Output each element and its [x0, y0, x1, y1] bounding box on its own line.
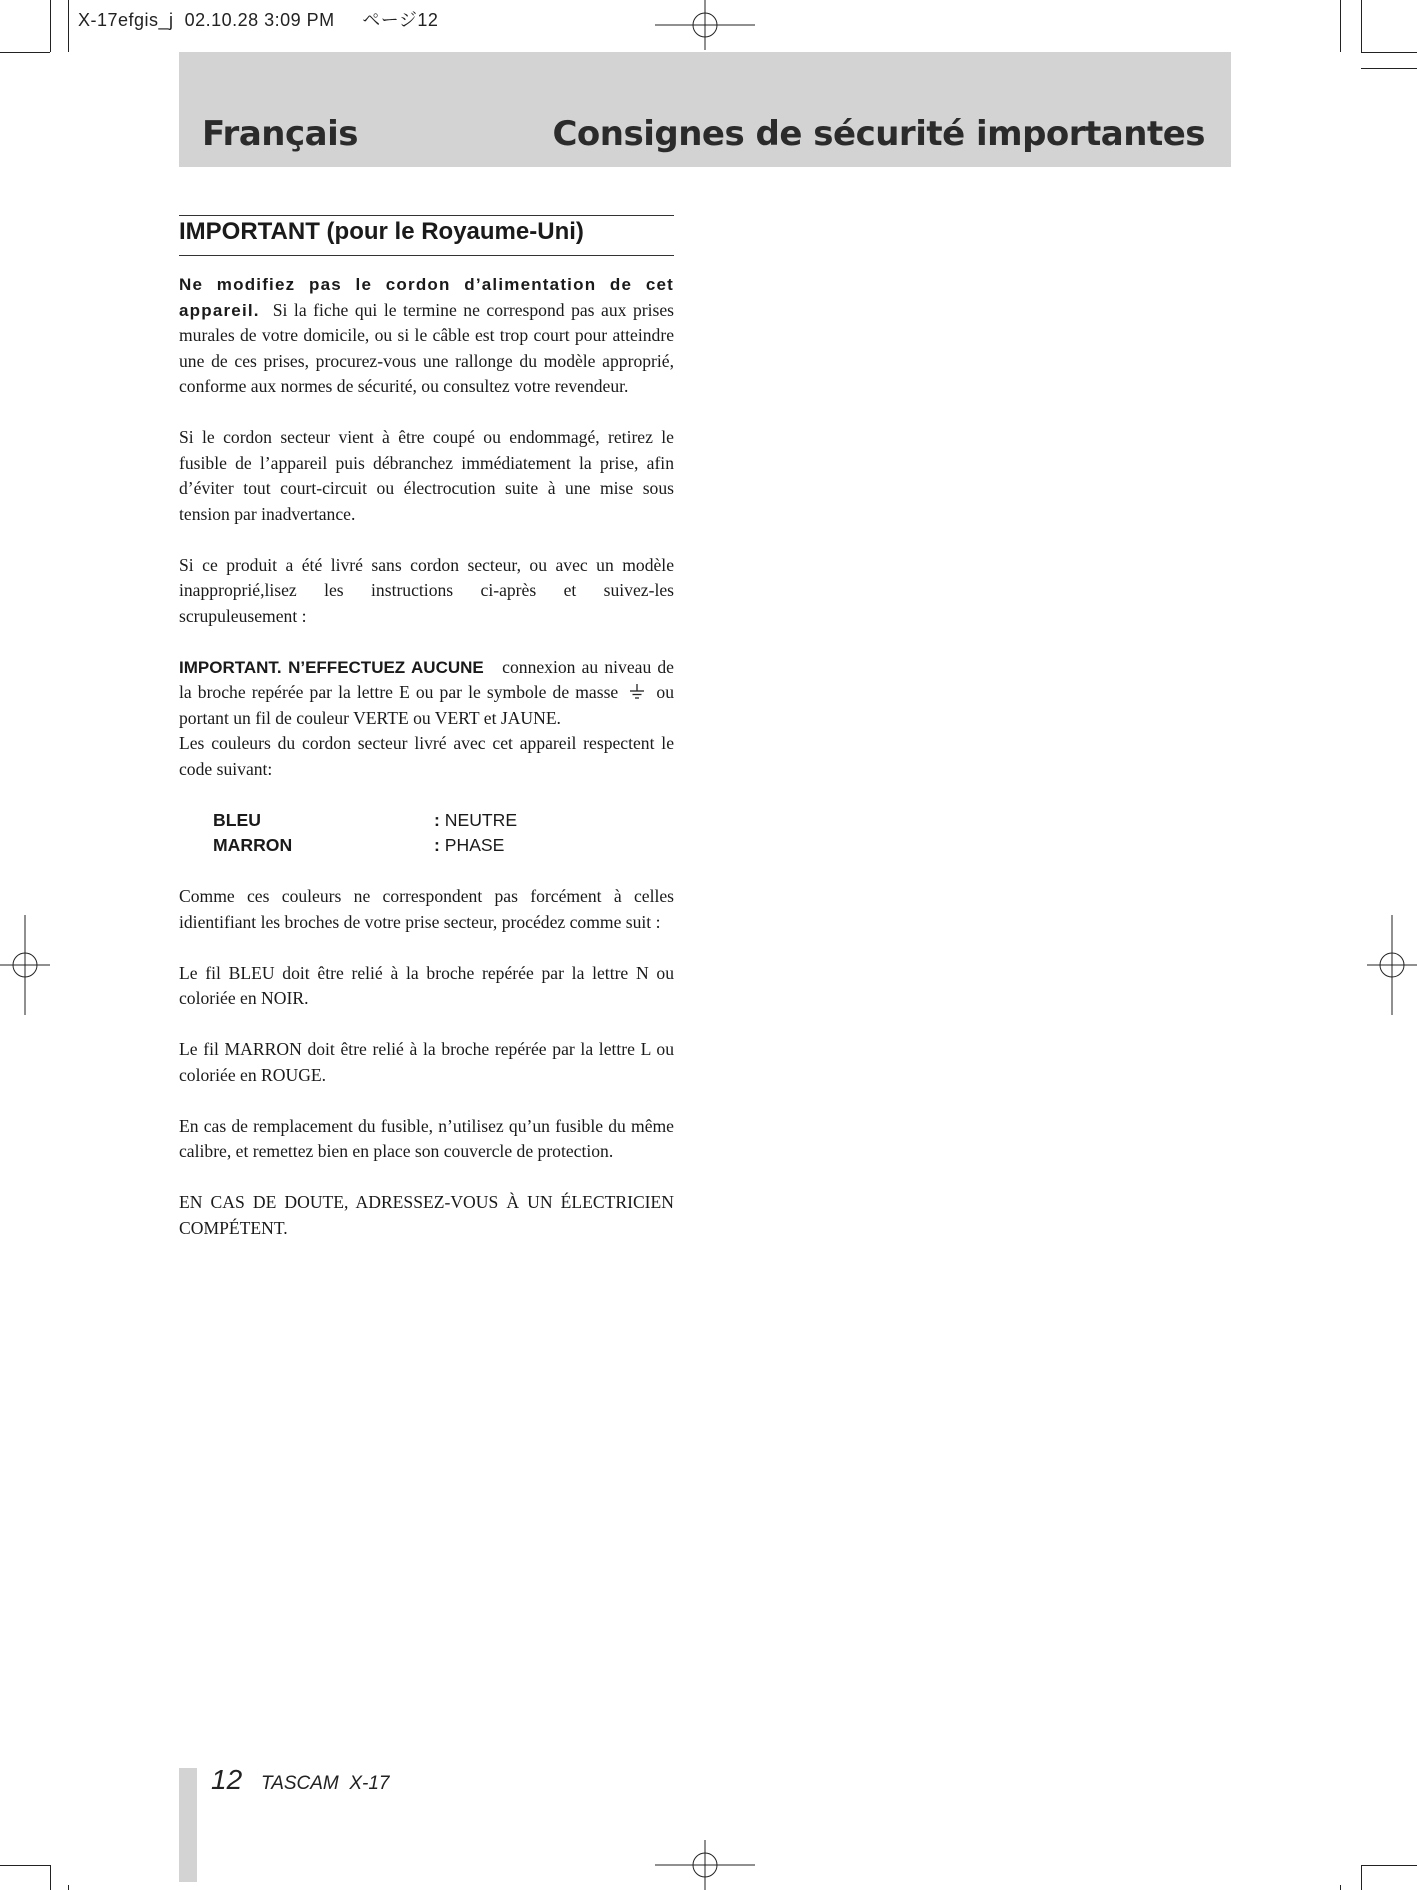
crop-mark	[1361, 1865, 1362, 1890]
paragraph: Comme ces couleurs ne correspondent pas forcément à celles idientifiant les broches de votre prise secteur, procédez comme suit :	[179, 886, 674, 932]
registration-mark-icon	[655, 1840, 755, 1890]
paragraph	[179, 655, 674, 732]
color-code-row	[213, 808, 674, 834]
wire-role	[434, 833, 504, 859]
paragraph-text: connexion au niveau de la broche repérée par la lettre E ou par le symbole de masse	[179, 656, 674, 702]
wire-color: MARRON	[213, 835, 293, 855]
paragraph-lead: IMPORTANT. N’EFFECTUEZ AUCUNE	[179, 657, 484, 677]
crop-mark	[1340, 0, 1341, 52]
crop-mark	[0, 1865, 50, 1866]
crop-mark	[68, 0, 69, 52]
paragraph	[179, 272, 674, 400]
slug-file: X-17efgis_j	[78, 10, 174, 30]
separator: :	[434, 835, 440, 855]
ground-symbol-icon	[628, 683, 646, 701]
registration-mark-icon	[1367, 915, 1417, 1015]
print-slug	[78, 6, 438, 32]
crop-mark	[1361, 0, 1362, 52]
slug-datetime: 02.10.28 3:09 PM	[184, 10, 335, 30]
paragraph-text: ou portant un fil de couleur VERTE ou VERT et JAUNE.	[179, 682, 674, 728]
page-number: 12	[211, 1764, 243, 1795]
crop-mark	[68, 1885, 69, 1890]
color-code-table	[213, 808, 674, 859]
crop-mark	[50, 0, 51, 52]
crop-mark	[50, 1865, 51, 1890]
page-title: Consignes de sécurité importantes	[552, 114, 1205, 154]
wire-color: BLEU	[213, 809, 261, 830]
section-rule-top	[179, 215, 674, 216]
wire-role	[434, 808, 517, 834]
header-language: Français	[202, 114, 358, 154]
paragraph: Le fil MARRON doit être relié à la broche repérée par la lettre L ou coloriée en ROUGE.	[179, 1039, 674, 1085]
footer-bar	[179, 1768, 197, 1882]
paragraph: Le fil BLEU doit être relié à la broche repérée par la lettre N ou coloriée en NOIR.	[179, 962, 674, 1008]
crop-mark	[0, 52, 50, 53]
paragraph-lead: Ne modifiez pas le cordon d’alimentation de cet appareil.	[179, 275, 674, 320]
footer-brand: TASCAM X-17	[261, 1773, 390, 1794]
registration-mark-icon	[0, 915, 50, 1015]
crop-mark	[1340, 1885, 1341, 1890]
paragraph: EN CAS DE DOUTE, ADRESSEZ-VOUS À UN ÉLECTRICIEN COMPÉTENT.	[179, 1192, 674, 1238]
section-rule-bottom	[179, 255, 674, 256]
role-text: PHASE	[444, 835, 505, 855]
role-text: NEUTRE	[444, 809, 518, 830]
crop-mark	[1361, 52, 1417, 53]
slug-page: ページ12	[362, 10, 439, 30]
paragraph: Si le cordon secteur vient à être coupé ou endommagé, retirez le fusible de l’appareil puis débranchez immédiatement la prise, afin d’éviter tout court-circuit ou électrocution suite à une mise sous tension par inadvertance.	[179, 427, 674, 524]
paragraph: En cas de remplacement du fusible, n’utilisez qu’un fusible du même calibre, et remettez bien en place son couvercle de protection.	[179, 1115, 674, 1161]
paragraph-text: Si la fiche qui le termine ne correspond pas aux prises murales de votre domicile, ou si le câble est trop court pour atteindre une de ces prises, procurez-vous une rallonge du modèle approprié, conforme aux normes de sécurité, ou consultez votre revendeur.	[179, 299, 674, 396]
body-column	[179, 272, 674, 1267]
paragraph: Les couleurs du cordon secteur livré avec cet appareil respectent le code suivant:	[179, 733, 674, 779]
paragraph: Si ce produit a été livré sans cordon secteur, ou avec un modèle inapproprié,lisez les instructions ci-après et suivez-les scrupuleusement :	[179, 554, 674, 626]
registration-mark-icon	[655, 0, 755, 52]
section-title: IMPORTANT (pour le Royaume-Uni)	[179, 218, 584, 245]
crop-mark	[1361, 68, 1417, 69]
crop-mark	[1361, 1865, 1417, 1866]
color-code-row	[213, 833, 674, 859]
separator: :	[434, 809, 440, 830]
